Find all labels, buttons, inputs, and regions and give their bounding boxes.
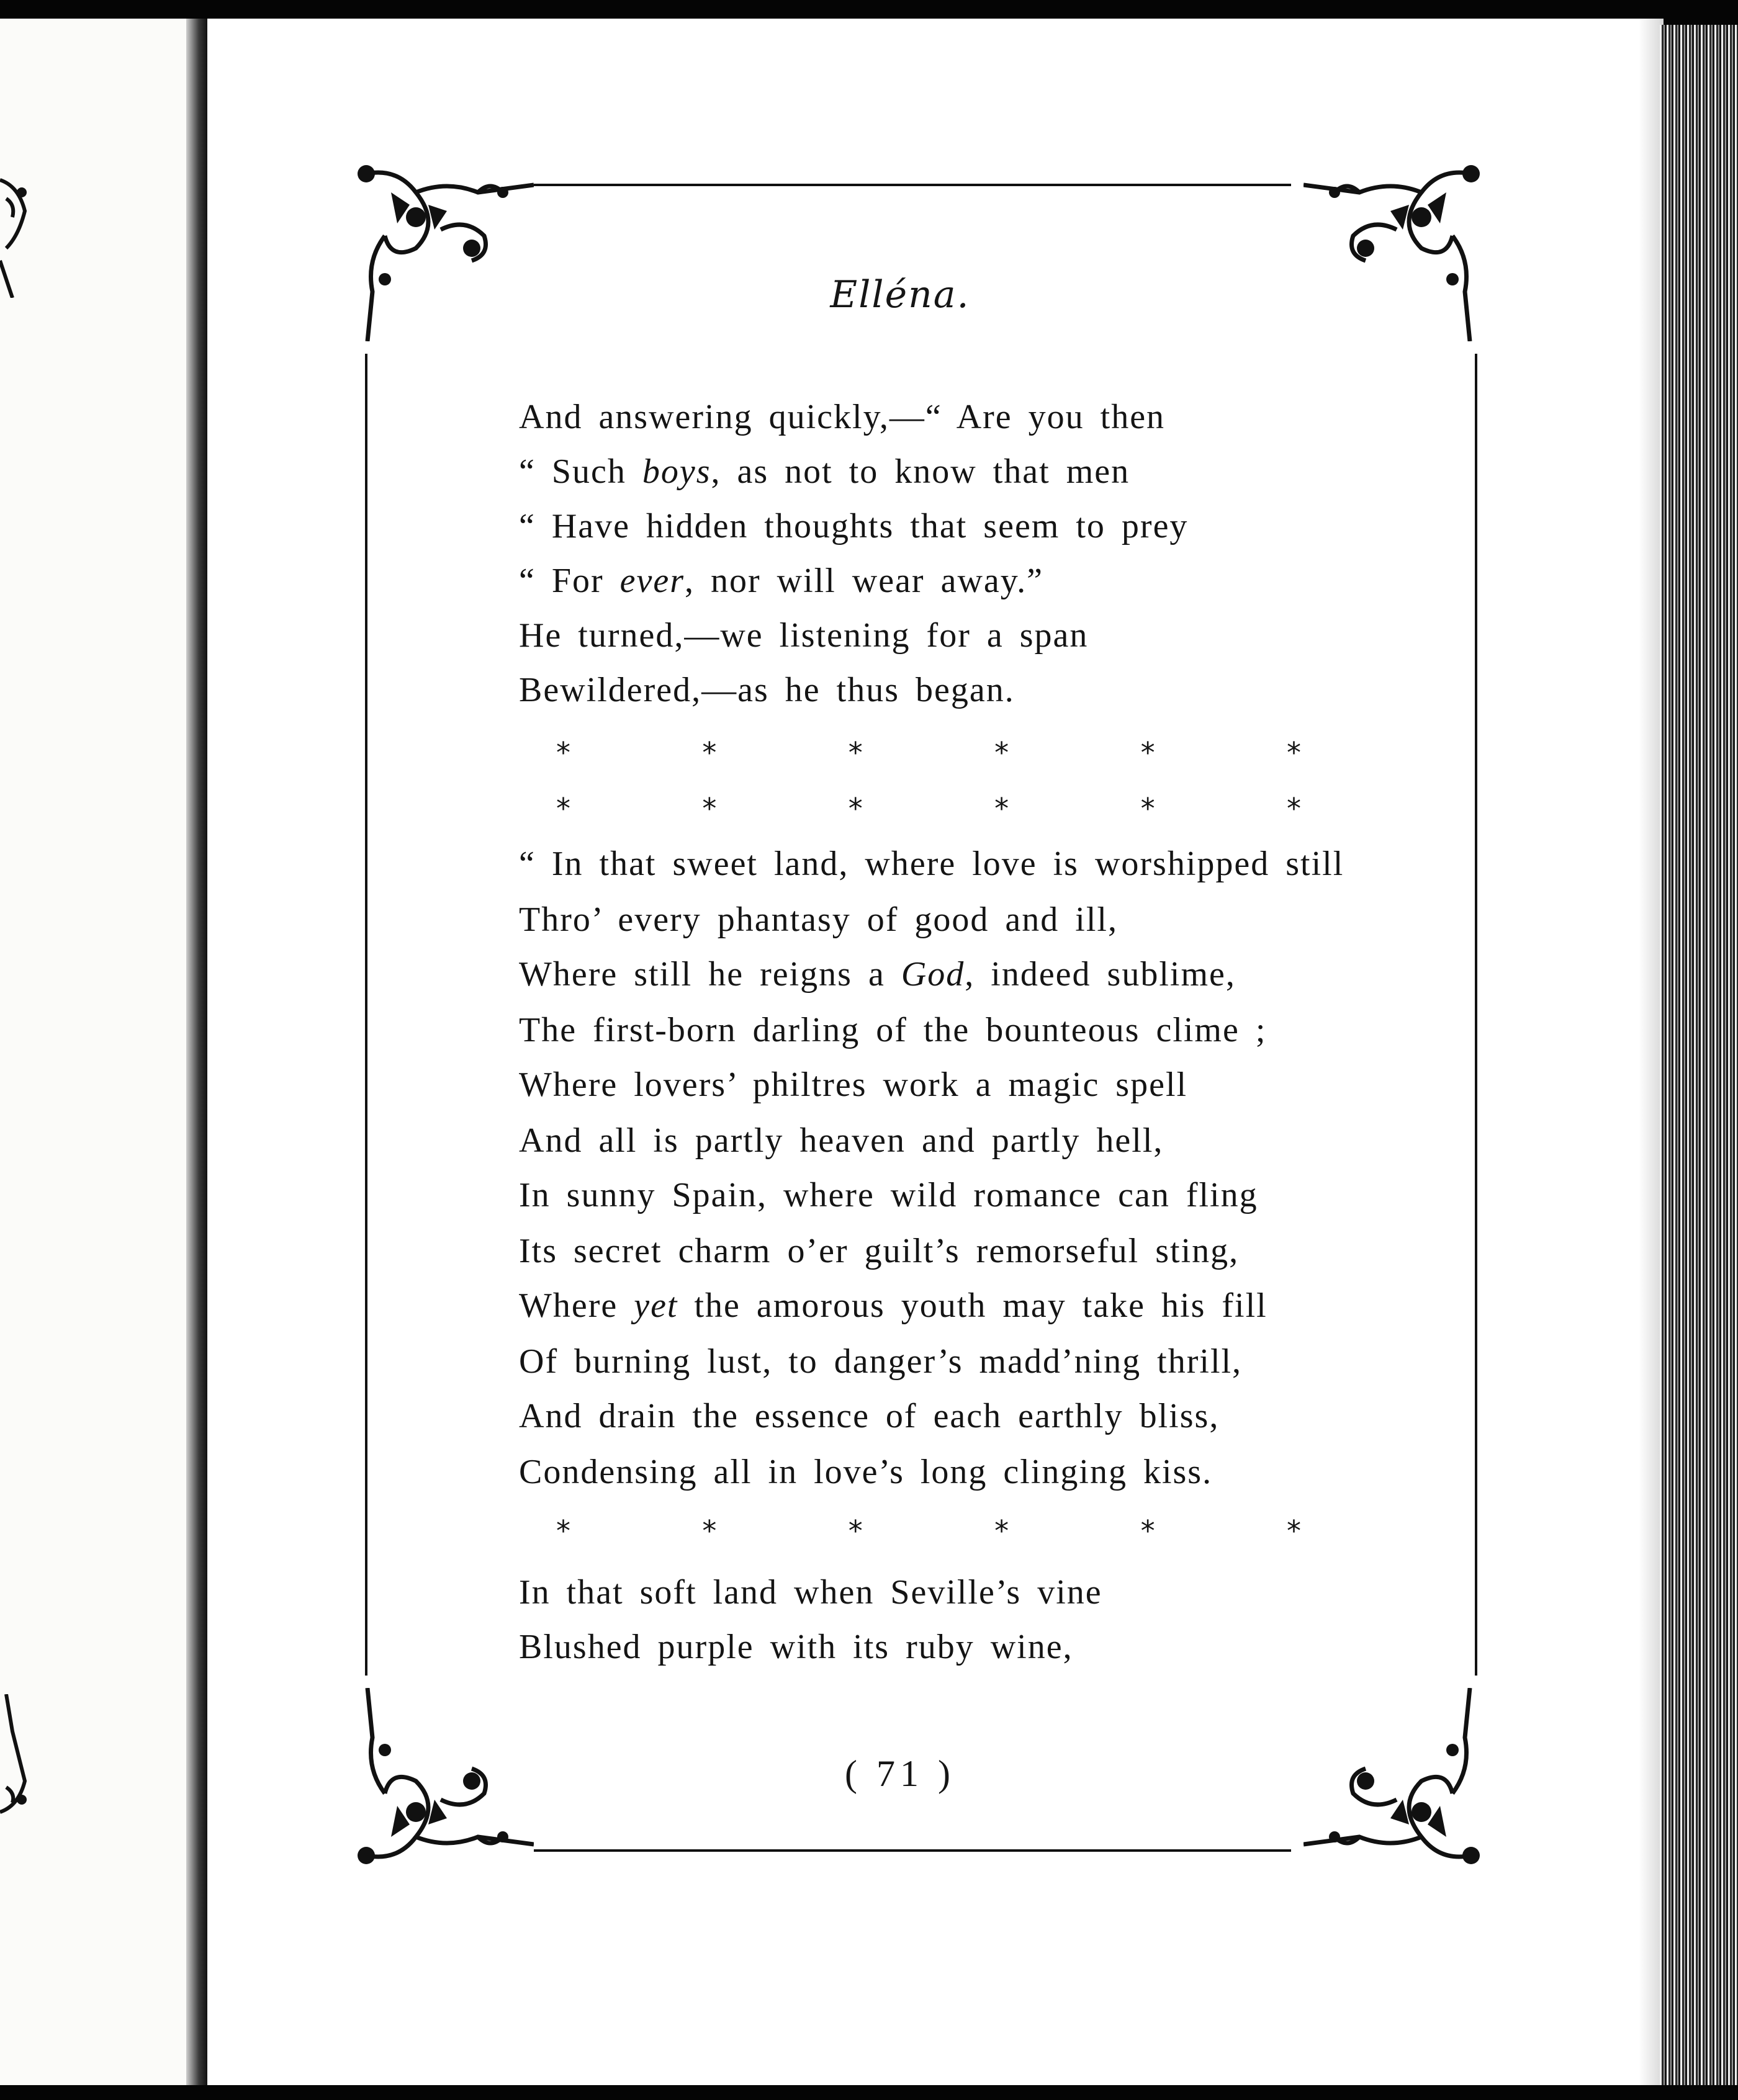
corner-ornament-top-left [348,155,534,341]
verse-line: Where yet the amorous youth may take his fill [519,1286,1267,1325]
frame-right-rule [1475,354,1477,1676]
asterisk: * [994,1514,1009,1548]
italic-emphasis: boys [642,452,711,491]
asterisk: * [848,792,863,825]
asterisk: * [1286,736,1301,770]
frame-top-rule [534,184,1291,186]
page-number: ( 71 ) [845,1753,955,1794]
italic-emphasis: yet [634,1286,678,1325]
asterism-row [556,736,1301,770]
verse-line: In that soft land when Seville’s vine [519,1573,1102,1612]
asterisk: * [556,736,570,770]
verse-line: In sunny Spain, where wild romance can fling [519,1176,1258,1214]
asterism-row [556,1514,1301,1548]
verse-line: Bewildered,—as he thus began. [519,671,1015,709]
asterisk: * [848,1514,863,1548]
asterisk: * [1286,792,1301,825]
verse-line: The first-born darling of the bounteous clime ; [519,1011,1267,1049]
corner-ornament-bottom-left [348,1688,534,1874]
facing-page-edge [0,19,192,2085]
verse-line: Thro’ every phantasy of good and ill, [519,900,1118,939]
verse-line: Its secret charm o’er guilt’s remorseful sting, [519,1232,1240,1270]
asterisk: * [994,792,1009,825]
verse-line: Of burning lust, to danger’s madd’ning thrill, [519,1342,1243,1381]
corner-ornament-bottom-right [1304,1688,1490,1874]
asterisk: * [556,792,570,825]
verse-line: Where still he reigns a God, indeed sublime, [519,955,1236,994]
corner-ornament-top-right [1304,155,1490,341]
asterisk: * [1286,1514,1301,1548]
asterism-row [556,792,1301,825]
asterisk: * [994,736,1009,770]
asterisk: * [556,1514,570,1548]
asterisk: * [848,736,863,770]
facing-page-ornament-top [0,174,37,298]
asterisk: * [702,792,717,825]
asterisk: * [1140,736,1155,770]
italic-emphasis: God [901,955,965,994]
running-head: Elléna. [830,273,970,316]
verse-line: He turned,—we listening for a span [519,616,1089,655]
verse-line: “ Have hidden thoughts that seem to prey [519,507,1189,545]
verse-line: “ In that sweet land, where love is worshipped still [519,845,1344,883]
italic-emphasis: ever [619,562,685,600]
verse-line: Blushed purple with its ruby wine, [519,1628,1073,1666]
verse-line: Condensing all in love’s long clinging kiss. [519,1453,1213,1491]
asterisk: * [702,736,717,770]
frame-left-rule [365,354,367,1676]
verse-line: And all is partly heaven and partly hell, [519,1121,1164,1160]
asterisk: * [1140,792,1155,825]
verse-line: And drain the essence of each earthly bliss, [519,1397,1220,1435]
verse-line: “ For ever, nor will wear away.” [519,562,1043,600]
asterisk: * [1140,1514,1155,1548]
verse-line: “ Such boys, as not to know that men [519,452,1130,491]
gutter-shadow [186,19,207,2085]
facing-page-ornament-bottom [0,1694,37,1818]
frame-bottom-rule [534,1849,1291,1852]
verse-line: And answering quickly,—“ Are you then [519,398,1166,436]
verse-line: Where lovers’ philtres work a magic spell [519,1066,1188,1104]
page-stack-edge [1660,25,1738,2085]
asterisk: * [702,1514,717,1548]
